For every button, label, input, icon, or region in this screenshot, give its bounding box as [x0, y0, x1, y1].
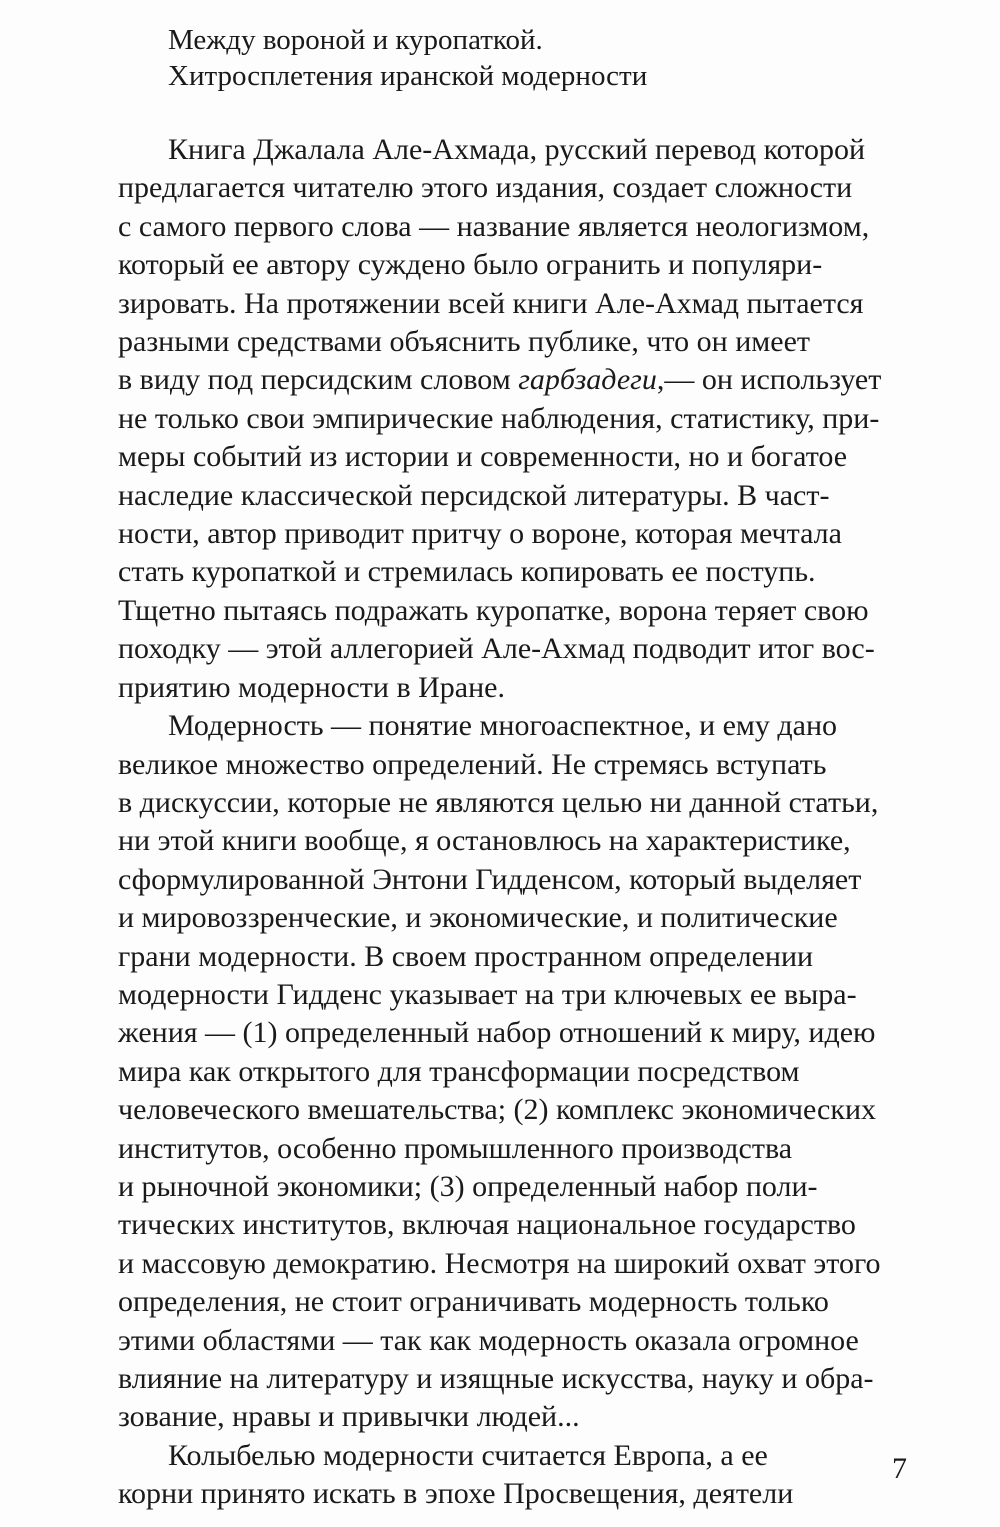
text-line: не только свои эмпирические наблюдения, статистику, при- — [118, 401, 880, 435]
text-segment: в виду под персидским словом — [118, 363, 519, 397]
text-line: походку — этой аллегорией Але-Ахмад подводит итог вос- — [118, 632, 875, 666]
text-line: ности, автор приводит притчу о вороне, которая мечтала — [118, 517, 842, 551]
text-line: Книга Джалала Але-Ахмада, русский перевод которой — [168, 133, 866, 166]
heading-line: Хитросплетения иранской модерности — [168, 60, 648, 92]
text-line: определения, не стоит ограничивать модерность только — [118, 1285, 829, 1319]
text-line: зование, нравы и привычки людей... — [118, 1400, 580, 1434]
text-line: и мировоззренческие, и экономические, и политические — [118, 901, 838, 935]
body-text — [118, 131, 918, 1514]
text-segment: ,— он использует — [656, 363, 882, 397]
text-line: зировать. На протяжении всей книги Але-Ахмад пытается — [118, 286, 864, 320]
text-line: тических институтов, включая национальное государство — [118, 1208, 856, 1242]
heading-line: Между вороной и куропаткой. — [168, 24, 543, 56]
text-line: предлагается читателю этого издания, создает сложности — [118, 171, 853, 205]
text-line-with-italic — [118, 361, 918, 399]
text-line: Тщетно пытаясь подражать куропатке, ворона теряет свою — [118, 593, 869, 627]
text-line: в дискуссии, которые не являются целью ни данной статьи, — [118, 785, 879, 819]
page-number: 7 — [892, 1452, 907, 1485]
text-line: стать куропаткой и стремилась копировать ее поступь. — [118, 555, 816, 589]
text-line: с самого первого слова — название является неологизмом, — [118, 209, 870, 243]
text-line: этими областями — так как модерность оказала огромное — [118, 1323, 859, 1357]
text-line: наследие классической персидской литературы. В част- — [118, 478, 830, 512]
text-line: мира как открытого для трансформации посредством — [118, 1054, 800, 1088]
text-line: модерности Гидденс указывает на три ключевых ее выра- — [118, 977, 857, 1011]
text-line: разными средствами объяснить публике, что он имеет — [118, 325, 810, 359]
text-line: корни принято искать в эпохе Просвещения, деятели — [118, 1477, 794, 1511]
text-line: который ее автору суждено было огранить и популяри- — [118, 248, 823, 282]
text-line: влияние на литературу и изящные искусства, науку и обра- — [118, 1362, 874, 1395]
text-line: и рыночной экономики; (3) определенный набор поли- — [118, 1169, 818, 1203]
italic-term: гарбзадеги — [518, 363, 657, 397]
text-line: меры событий из истории и современности, но и богатое — [118, 440, 848, 474]
text-line: Модерность — понятие многоаспектное, и ему дано — [168, 709, 838, 743]
text-line: жения — (1) определенный набор отношений к миру, идею — [118, 1016, 876, 1050]
text-line: институтов, особенно промышленного производства — [118, 1131, 793, 1165]
text-line: ни этой книги вообще, я остановлюсь на характеристике, — [118, 824, 851, 858]
text-line: великое множество определений. Не стремясь вступать — [118, 747, 827, 781]
text-line: сформулированной Энтони Гидденсом, который выделяет — [118, 862, 862, 896]
text-line: Колыбелью модерности считается Европа, а ее — [168, 1438, 768, 1472]
text-line: человеческого вмешательства; (2) комплекс экономических — [118, 1093, 876, 1127]
text-line: приятию модерности в Иране. — [118, 670, 505, 704]
chapter-heading — [168, 22, 647, 94]
text-line: грани модерности. В своем пространном определении — [118, 939, 814, 973]
text-line: и массовую демократию. Несмотря на широкий охват этого — [118, 1246, 881, 1280]
